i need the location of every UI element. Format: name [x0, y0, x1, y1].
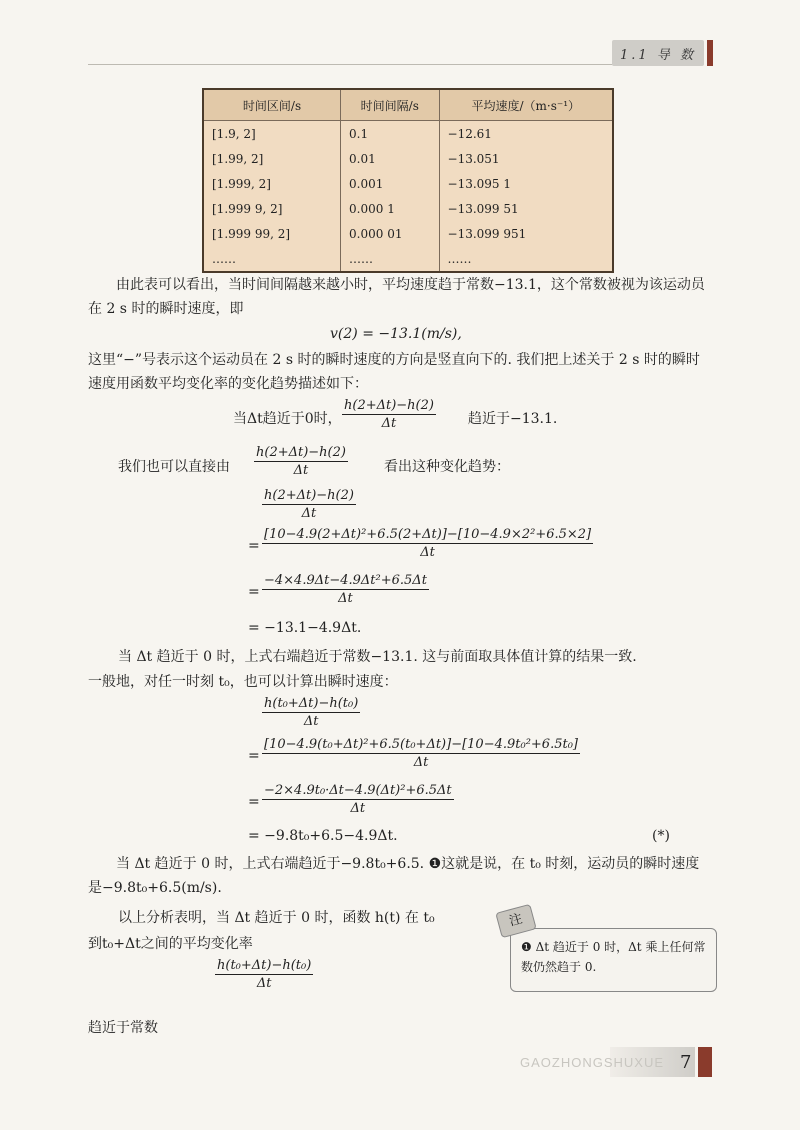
table-row	[203, 121, 613, 147]
table-cell: −12.61	[439, 121, 613, 147]
table-row	[203, 221, 613, 246]
fraction-denominator: Δt	[420, 545, 435, 560]
paragraph-3-suffix: 看出这种变化趋势：	[384, 459, 510, 475]
paragraph-2: 这里“−”号表示这个运动员在 2 s 时的瞬时速度的方向是竖直向下的. 我们把上述关于 2 s 时的瞬时速度用函数平均变化率的变化趋势描述如下：	[88, 352, 700, 392]
fraction-1	[342, 398, 436, 431]
fraction-denominator: Δt	[293, 463, 309, 478]
footer-brand: GAOZHONGSHUXUE	[520, 1055, 665, 1070]
table-cell: −13.099 951	[439, 221, 613, 246]
fraction-numerator: −2×4.9t₀·Δt−4.9(Δt)²+6.5Δt	[264, 783, 452, 798]
fraction-5	[262, 573, 429, 606]
table-header: 时间间隔/s	[341, 89, 439, 121]
section-title: 1.1 导 数	[620, 48, 696, 63]
fraction-denominator: Δt	[413, 755, 429, 770]
table-cell: ……	[439, 246, 613, 272]
table-cell: −13.051	[439, 146, 613, 171]
table-cell: [1.999 9, 2]	[203, 196, 341, 221]
equals-sign: =	[248, 748, 260, 764]
fraction-numerator: h(t₀+Δt)−h(t₀)	[264, 696, 359, 711]
table-header: 平均速度/（m·s⁻¹）	[439, 89, 613, 121]
table-row	[203, 246, 613, 272]
result-1: = −13.1−4.9Δt.	[248, 620, 362, 636]
table-cell: 0.1	[341, 121, 439, 147]
table-cell: ……	[203, 246, 341, 272]
note-tab: 注	[495, 904, 537, 938]
fraction-8	[262, 783, 454, 816]
note-text: ❶ Δt 趋近于 0 时，Δt 乘上任何常数仍然趋于 0.	[521, 940, 706, 974]
paragraph-7a: 以上分析表明，当 Δt 趋近于 0 时，函数 h(t) 在 t₀	[118, 910, 435, 926]
table-cell: 0.001	[341, 171, 439, 196]
table-cell: 0.000 01	[341, 221, 439, 246]
table-header-row	[203, 89, 613, 121]
paragraph-8: 趋近于常数	[88, 1020, 158, 1036]
equals-sign: =	[248, 584, 260, 600]
header-rule	[88, 64, 696, 65]
table-cell: [1.999, 2]	[203, 171, 341, 196]
fraction-numerator: [10−4.9(2+Δt)²+6.5(2+Δt)]−[10−4.9×2²+6.5×2]	[264, 527, 592, 542]
table-header: 时间区间/s	[203, 89, 341, 121]
table-row	[203, 171, 613, 196]
fraction-numerator: h(2+Δt)−h(2)	[264, 488, 354, 503]
fraction-numerator: h(2+Δt)−h(2)	[256, 445, 346, 460]
paragraph-4: 当 Δt 趋近于 0 时，上式右端趋近于常数−13.1. 这与前面取具体值计算的结果一致.	[118, 649, 637, 665]
fraction-3	[262, 488, 356, 521]
table-cell: ……	[341, 246, 439, 272]
fraction-4	[262, 527, 593, 560]
fraction-denominator: Δt	[350, 801, 366, 816]
equation-v2: v(2) = −13.1(m/s),	[330, 326, 462, 342]
fraction-denominator: Δt	[256, 976, 272, 991]
fraction-6	[262, 696, 360, 729]
table-row	[203, 146, 613, 171]
table-cell: −13.099 51	[439, 196, 613, 221]
table-cell: 0.01	[341, 146, 439, 171]
table-row	[203, 196, 613, 221]
paragraph-7b: 到t₀+Δt之间的平均变化率	[88, 936, 253, 952]
paragraph-6: 当 Δt 趋近于 0 时，上式右端趋近于−9.8t₀+6.5. ❶这就是说，在 t₀ 时刻，运动员的瞬时速度是−9.8t₀+6.5(m/s).	[88, 856, 700, 896]
fraction-denominator: Δt	[301, 506, 317, 521]
footer-accent-bar	[698, 1047, 712, 1077]
table-cell: −13.095 1	[439, 171, 613, 196]
equation-marker: (*)	[652, 828, 670, 844]
limit-prefix: 当Δt趋近于0时，	[233, 411, 342, 427]
fraction-denominator: Δt	[338, 591, 353, 606]
limit-suffix: 趋近于−13.1.	[468, 411, 558, 427]
fraction-numerator: −4×4.9Δt−4.9Δt²+6.5Δt	[264, 573, 427, 588]
table-cell: [1.9, 2]	[203, 121, 341, 147]
fraction-2	[254, 445, 348, 478]
equals-sign: =	[248, 538, 260, 554]
velocity-table	[202, 88, 614, 273]
result-2: = −9.8t₀+6.5−4.9Δt.	[248, 828, 398, 844]
fraction-numerator: h(t₀+Δt)−h(t₀)	[217, 958, 312, 973]
fraction-numerator: [10−4.9(t₀+Δt)²+6.5(t₀+Δt)]−[10−4.9t₀²+6.5t₀]	[264, 737, 578, 752]
table-cell: [1.99, 2]	[203, 146, 341, 171]
paragraph-1: 由此表可以看出，当时间间隔越来越小时，平均速度趋于常数−13.1，这个常数被视为该运动员在 2 s 时的瞬时速度，即	[88, 277, 705, 317]
fraction-numerator: h(2+Δt)−h(2)	[344, 398, 434, 413]
table-cell: [1.999 99, 2]	[203, 221, 341, 246]
header-accent-bar	[707, 40, 713, 66]
fraction-7	[262, 737, 580, 770]
equals-sign: =	[248, 794, 260, 810]
side-note	[510, 928, 717, 992]
paragraph-3-prefix: 我们也可以直接由	[118, 459, 230, 475]
fraction-denominator: Δt	[381, 416, 397, 431]
paragraph-5: 一般地，对任一时刻 t₀，也可以计算出瞬时速度：	[88, 674, 398, 690]
fraction-9	[215, 958, 313, 991]
page-number: 7	[680, 1052, 692, 1073]
fraction-denominator: Δt	[303, 714, 319, 729]
table-cell: 0.000 1	[341, 196, 439, 221]
